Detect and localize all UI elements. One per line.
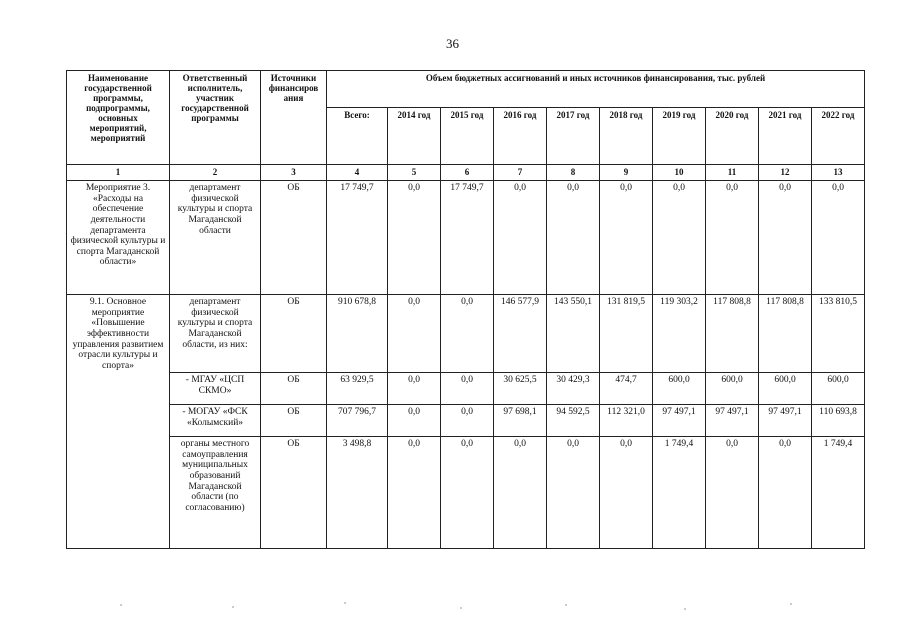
row-name: Мероприятие 3. «Расходы на обеспечение деятельности департамента физической культуры и спорта Магаданской области» — [67, 181, 170, 295]
header-year-2021: 2021 год — [759, 108, 812, 165]
row-value-2016: 97 698,1 — [494, 405, 547, 437]
row-value-2017: 94 592,5 — [547, 405, 600, 437]
header-year-2017: 2017 год — [547, 108, 600, 165]
header-year-2019: 2019 год — [653, 108, 706, 165]
row-value-2017: 143 550,1 — [547, 295, 600, 373]
row-value-2019: 1 749,4 — [653, 437, 706, 549]
index-cell: 12 — [759, 165, 812, 181]
row-value-2018: 474,7 — [600, 373, 653, 405]
row-value-2015: 0,0 — [441, 405, 494, 437]
row-value-2014: 0,0 — [388, 437, 441, 549]
scan-speck — [120, 604, 122, 606]
row-value-2016: 146 577,9 — [494, 295, 547, 373]
header-volume: Объем бюджетных ассигнований и иных источников финансирования, тыс. рублей — [327, 71, 865, 108]
index-cell: 10 — [653, 165, 706, 181]
row-value-2020: 0,0 — [706, 437, 759, 549]
row-value-2020: 97 497,1 — [706, 405, 759, 437]
row-executor: департамент физической культуры и спорта Магаданской области, из них: — [170, 295, 261, 373]
row-executor: органы местного самоуправления муниципальных образований Магаданской области (по согласованию) — [170, 437, 261, 549]
table-row — [67, 181, 865, 295]
row-value-2015: 0,0 — [441, 295, 494, 373]
scan-speck — [232, 606, 234, 608]
header-executor: Ответственный исполнитель, участник государственной программы — [170, 71, 261, 165]
row-value-total: 910 678,8 — [327, 295, 388, 373]
header-name: Наименование государственной программы, подпрограммы, основных мероприятий, мероприятий — [67, 71, 170, 165]
index-cell: 11 — [706, 165, 759, 181]
row-value-2015: 17 749,7 — [441, 181, 494, 295]
row-value-2020: 117 808,8 — [706, 295, 759, 373]
row-value-2021: 0,0 — [759, 181, 812, 295]
budget-table — [66, 70, 865, 549]
row-value-2022: 0,0 — [812, 181, 865, 295]
header-year-2022: 2022 год — [812, 108, 865, 165]
row-value-2022: 133 810,5 — [812, 295, 865, 373]
header-sources: Источники финансиров ания — [261, 71, 327, 165]
row-source: ОБ — [261, 437, 327, 549]
row-value-2017: 0,0 — [547, 437, 600, 549]
table-row — [67, 405, 865, 437]
index-cell: 13 — [812, 165, 865, 181]
index-cell: 8 — [547, 165, 600, 181]
row-value-2020: 600,0 — [706, 373, 759, 405]
row-value-2021: 0,0 — [759, 437, 812, 549]
row-value-2016: 30 625,5 — [494, 373, 547, 405]
scan-speck — [565, 604, 567, 606]
row-value-2015: 0,0 — [441, 437, 494, 549]
row-value-total: 3 498,8 — [327, 437, 388, 549]
row-value-total: 17 749,7 — [327, 181, 388, 295]
row-value-2020: 0,0 — [706, 181, 759, 295]
row-value-2015: 0,0 — [441, 373, 494, 405]
row-value-2019: 97 497,1 — [653, 405, 706, 437]
index-cell: 5 — [388, 165, 441, 181]
scan-speck — [460, 607, 462, 609]
scan-speck — [344, 602, 346, 604]
row-source: ОБ — [261, 181, 327, 295]
header-year-2015: 2015 год — [441, 108, 494, 165]
row-value-2019: 119 303,2 — [653, 295, 706, 373]
row-source: ОБ — [261, 295, 327, 373]
row-value-2019: 0,0 — [653, 181, 706, 295]
row-value-2018: 131 819,5 — [600, 295, 653, 373]
row-value-2018: 0,0 — [600, 437, 653, 549]
row-value-2016: 0,0 — [494, 181, 547, 295]
row-source: ОБ — [261, 373, 327, 405]
row-value-2017: 0,0 — [547, 181, 600, 295]
row-executor: департамент физической культуры и спорта Магаданской области — [170, 181, 261, 295]
table-row — [67, 373, 865, 405]
row-value-2016: 0,0 — [494, 437, 547, 549]
row-value-2021: 97 497,1 — [759, 405, 812, 437]
row-value-2014: 0,0 — [388, 295, 441, 373]
header-year-2016: 2016 год — [494, 108, 547, 165]
row-value-total: 707 796,7 — [327, 405, 388, 437]
row-value-2022: 1 749,4 — [812, 437, 865, 549]
row-name: 9.1. Основное мероприятие «Повышение эффективности управления развитием отрасли культуры и спорта» — [67, 295, 170, 549]
index-cell: 9 — [600, 165, 653, 181]
row-value-2017: 30 429,3 — [547, 373, 600, 405]
header-row-1 — [67, 71, 865, 108]
row-value-2019: 600,0 — [653, 373, 706, 405]
row-source: ОБ — [261, 405, 327, 437]
row-value-2014: 0,0 — [388, 181, 441, 295]
header-year-2018: 2018 год — [600, 108, 653, 165]
index-cell: 4 — [327, 165, 388, 181]
row-value-2021: 117 808,8 — [759, 295, 812, 373]
row-value-2022: 110 693,8 — [812, 405, 865, 437]
index-cell: 7 — [494, 165, 547, 181]
scan-speck — [684, 608, 686, 610]
row-value-2018: 0,0 — [600, 181, 653, 295]
table-row — [67, 295, 865, 373]
row-value-2014: 0,0 — [388, 373, 441, 405]
header-year-2014: 2014 год — [388, 108, 441, 165]
table-row — [67, 437, 865, 549]
scan-speck — [790, 603, 792, 605]
header-total: Всего: — [327, 108, 388, 165]
row-value-2018: 112 321,0 — [600, 405, 653, 437]
row-executor: - МГАУ «ЦСП СКМО» — [170, 373, 261, 405]
index-cell: 2 — [170, 165, 261, 181]
row-value-2022: 600,0 — [812, 373, 865, 405]
row-value-2021: 600,0 — [759, 373, 812, 405]
row-value-total: 63 929,5 — [327, 373, 388, 405]
index-cell: 6 — [441, 165, 494, 181]
index-cell: 1 — [67, 165, 170, 181]
page-number: 36 — [446, 36, 459, 51]
row-executor: - МОГАУ «ФСК «Колымский» — [170, 405, 261, 437]
header-year-2020: 2020 год — [706, 108, 759, 165]
row-value-2014: 0,0 — [388, 405, 441, 437]
index-row — [67, 165, 865, 181]
index-cell: 3 — [261, 165, 327, 181]
